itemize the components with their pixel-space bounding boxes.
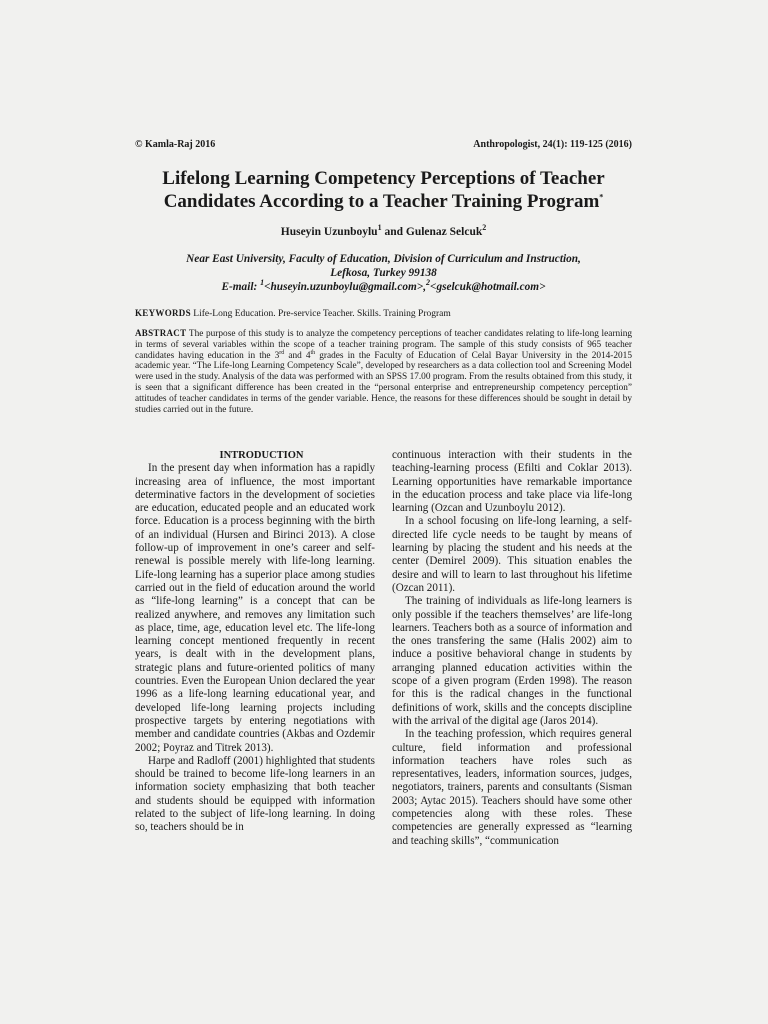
affiliation-line-2: Lefkosa, Turkey 99138	[330, 267, 437, 279]
title-line-1: Lifelong Learning Competency Perceptions of Teacher	[162, 168, 605, 189]
body-paragraph: In the teaching profession, which requires general culture, field information and professional information teachers have roles such as representatives, leaders, information sources, judges, negotiators, trainers, parents and consultants (Sisman 2003; Aytac 2015). Teachers should have some other competencies along with these roles. These competencies are generally expressed as “learning and teaching skills”, “communication	[392, 728, 632, 847]
abstract-sup-th: th	[310, 349, 316, 356]
body-paragraph: In the present day when information has a rapidly increasing area of influence, the most important determinative factors in the development of societies are education, educated people and an educated work force. Education is a process beginning with the birth of an individual (Hursen and Birinci 2013). A close follow-up of improvement in one’s career and self-renewal is possible merely with life-long learning. Life-long learning has a superior place among studies carried out in the field of education around the world as “life-long learning” is a concept that can be realized anywhere, and removes any limitation such as place, time, age, education level etc. The life-long learning concept mentioned frequently in recent years, is dealt with in the development plans, strategic plans and future-oriented politics of many countries. Even the European Union declared the year 1996 as a life-long learning educational year, and developed life-long learning projects including prospective targets by entering negotiations with member and candidate countries (Akbas and Ozdemir 2002; Poyraz and Titrek 2013).	[135, 462, 375, 754]
author-line	[135, 223, 632, 238]
title-line-2-text: Candidates According to a Teacher Training Program	[163, 191, 600, 212]
body-paragraph: The training of individuals as life-long learners is only possible if the teachers themselves’ are life-long learners. Teachers both as a source of information and the ones transfering the same (Halis 2002) aim to induce a positive behavioral change in students by arranging planned education activities within the scope of a given program (Erden 1998). The reason for this is the radical changes in the functional definitions of work, skills and the concepts discipline with the arrival of the digital age (Jaros 2014).	[392, 595, 632, 727]
keywords	[135, 308, 632, 319]
abstract-text-2: and 4	[284, 350, 311, 361]
abstract-text-1: The purpose of this study is to analyze the competency perceptions of teacher candidates relating to life-long learning in terms of several variables within the scope of a teacher training program. The sample of this study consists of 965 teacher candidates having education in the 3	[135, 329, 632, 361]
email-line	[160, 280, 607, 294]
author-conjunction: and	[381, 226, 406, 238]
email-2: <gselcuk@hotmail.com>	[430, 281, 546, 293]
affiliation-line-1: Near East University, Faculty of Education, Division of Curriculum and Instruction,	[186, 253, 581, 265]
body-paragraph: Harpe and Radloff (2001) highlighted that students should be trained to become life-long learners in an information society emphasizing that both teacher and students should be equipped with information related to the subject of life-long learning. In doing so, teachers should be in	[135, 754, 375, 834]
abstract-sup-rd: rd	[279, 349, 285, 356]
affiliation	[160, 252, 607, 294]
keywords-text: Life-Long Education. Pre-service Teacher. Skills. Training Program	[190, 309, 451, 319]
abstract-text-3: grades in the Faculty of Education of Celal Bayar University in the 2014-2015 academic year. “The Life-long Learning Competency Scale”, developed by researchers as a data collection tool and Screening Model were used in the study. Analysis of the data was performed with an SPSS 17.00 program. From the results obtained from this study, it is seen that a significant difference has been created in the “personal enterprise and entrepreneurship competency perception” attitudes of teacher candidates in terms of the gender variable. Hence, the reasons for these differences should be sought in detail by studies carried out in the future.	[135, 350, 632, 415]
keywords-label: KEYWORDS	[135, 308, 191, 318]
author-1: Huseyin Uzunboylu	[280, 226, 378, 238]
author-1-mark: 1	[377, 223, 382, 233]
copyright-line: © Kamla-Raj 2016	[135, 139, 216, 150]
body-paragraph: In a school focusing on life-long learning, a self-directed life cycle needs to be taught by means of learning by placing the student and his needs at the center (Demirel 2009). This situation enables the desire and will to learn to last throughout his lifetime (Ozcan 2011).	[392, 515, 632, 594]
email-1: <huseyin.uzunboylu@gmail.com>,	[264, 281, 427, 293]
email-mark-2: 2	[426, 278, 431, 288]
abstract-label: ABSTRACT	[135, 328, 187, 338]
journal-citation: Anthropologist, 24(1): 119-125 (2016)	[473, 139, 632, 150]
left-column	[135, 449, 375, 835]
article-title	[135, 167, 632, 213]
abstract	[135, 328, 632, 415]
email-prefix: E-mail:	[221, 281, 261, 293]
running-header	[135, 139, 632, 150]
title-footnote-mark: *	[599, 192, 604, 202]
section-heading-introduction: INTRODUCTION	[219, 450, 304, 461]
right-column	[392, 449, 632, 848]
author-2: Gulenaz Selcuk	[405, 226, 483, 238]
email-mark-1: 1	[260, 278, 265, 288]
body-paragraph-continued: continuous interaction with their students in the teaching-learning process (Efilti and Coklar 2013). Learning opportunities have remarkable importance in the education process and take place via life-long learning (Ozcan and Uzunboylu 2012).	[392, 449, 632, 515]
title-line-2	[135, 190, 632, 213]
author-2-mark: 2	[482, 223, 487, 233]
